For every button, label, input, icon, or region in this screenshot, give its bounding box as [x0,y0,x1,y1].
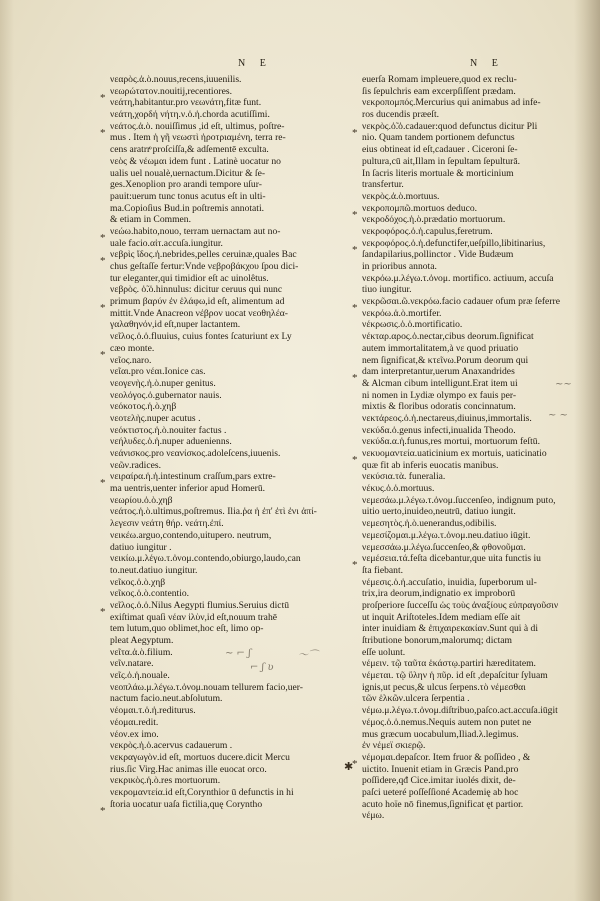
left-column-line [110,787,355,799]
right-column-line [362,74,567,86]
line-text: νεμέσεια.τά.feſta dicebantur,que uita functis iu [362,553,541,565]
line-text: pultura,cū ait,Illam in ſepultam ſepulturā. [362,155,520,167]
left-column-line [110,542,355,554]
left-column-line [110,156,355,168]
line-text: ma uentris,uenter inferior apud Homerū. [110,483,266,495]
right-column-line [362,343,567,355]
left-column-line [110,413,355,425]
line-text: nactum facio.neut.abſolutum. [110,693,223,705]
line-text: autem immortalitatem,à νε quod priuatio [362,342,519,354]
right-column-line [362,261,567,273]
line-text: uictito. Inuenit etiam in Græcis Pand.pro [362,763,519,775]
line-text: ἐν νέμεϊ σκιερῷ. [362,740,426,752]
left-column-line [110,635,355,647]
line-text: tem lutum,quo oblimet,hoc eſt, limo op- [110,623,264,635]
left-column-line [110,214,355,226]
right-column-line [362,471,567,483]
left-column-line [110,682,355,694]
line-text: in prioribus annota. [362,261,437,272]
right-column-line [362,787,567,799]
line-text: νεκρικὸς.ἡ.ὸ.res mortuorum. [110,775,221,787]
right-column-line [362,588,567,600]
left-column-line [110,390,355,402]
line-text: transfertur. [362,179,404,191]
line-text: νέον.ex imo. [110,728,159,740]
line-text: nem ſignificat,& κτεῖνω.Porum deorum qui [362,354,529,366]
line-text: λεγεσιν νεάτη θήρ. νεάτη.ἐπί. [110,518,224,530]
line-text: νέκυς.ὁ.ὁ.mortuus. [362,483,435,495]
line-text: νεαρὸς.ἁ.ὸ.nouus,recens,iuuenilis. [110,74,242,85]
left-column-line [110,401,355,413]
right-column-line [362,425,567,437]
line-text: νεκύδα.α.ἡ.funus,res mortui, mortuorum feſtū. [362,436,540,448]
line-text: νεμεσάω.μ.λέγω.τ.ὀνομ.ſuccenſeo, indignum puto, [362,494,556,506]
right-text-column [362,74,567,822]
line-text: νεάνισκος.pro νεανίσκος.adoleſcens,iuuenis. [110,448,281,459]
left-column-line [110,600,355,612]
line-text: νεικέω.arguo,contendo,uitupero. neutrum, [110,529,272,541]
right-column-line [362,448,567,460]
left-column-line [110,296,355,308]
left-column-line [110,378,355,390]
left-column-line [110,191,355,203]
left-column-line [110,729,355,741]
right-column-line [362,799,567,811]
line-text: nio. Quam tandem portionem defunctus [362,132,515,144]
line-text: νεκρῶσαι.ῶ.νεκρόω.facio cadauer ofum præ ſeferre [362,296,560,308]
line-text: quæ fit ab inferis euocatis manibus. [362,459,499,471]
line-text: νεῖς.ὁ.ἡ.nouale. [110,670,170,682]
left-column-line [110,273,355,285]
line-text: νεκροφόρος.ὁ.ἡ.capulus,feretrum. [362,225,493,237]
right-column-line [362,518,567,530]
line-text: exiſtimat quaſi νέαν ἰλὺν,id eſt,nouum trahē [110,611,278,623]
line-text: paſci ueteré poſſeſſioné Academię ab hoc [362,786,519,798]
line-text: νέμω.μ.λέγω.τ.ὀνομ.diſtribuo,paſco.act.accuſa.iūgit [362,705,558,717]
line-text: νεκύσια.τὰ. funeralia. [362,471,446,483]
running-head-right: N E [470,58,504,69]
left-column-line [110,425,355,437]
line-text: νεάτος.ἁ.ὸ. nouiſſimus ,id eſt, ultimus, poſtre- [110,120,285,132]
line-text: νεάτη,χορδή νήτη.ν.ὁ.ἡ.chorda acutiſſimi. [110,109,270,121]
right-column-line [362,378,567,390]
left-column-line [110,705,355,717]
line-text: νέμω. [362,810,385,822]
line-text: νεκρὸς.ὁ̃.ὁ.cadauer:quod defunctus dicitur Pli [362,120,538,132]
line-text: νεοπλάω.μ.λέγω.τ.ὀνομ.nouam tellurem facio,uer- [110,681,303,693]
left-column-line [110,132,355,144]
line-text: γαλαθηνόν,id eſt,nuper lactantem. [110,319,241,331]
line-text: νεκτάρεος.ὁ.ἡ.nectareus,diuinus,immortalis. [362,412,532,424]
handwritten-marginalia: ⌐ ʃ ʋ [250,662,274,673]
right-column-line [362,542,567,554]
line-text: rius.ſic Virg.Hac animas ille euocat orco. [110,763,267,775]
left-column-line [110,355,355,367]
left-column-line [110,799,355,811]
line-text: νεῖλος.ὁ.ὁ.fluuius, cuius fontes ſcaturiunt ex Ly [110,331,292,343]
right-column-line [362,705,567,717]
line-text: νεόκοτος.ἡ.ὸ.χηβ [110,401,177,413]
left-column-line [110,670,355,682]
line-text: inter inuidiam & ἐπιχαιρεκακίαν.Sunt qui à di [362,623,538,635]
line-text: νεκυομαντεία.uaticinium ex mortuis, uaticinatio [362,448,547,459]
line-text: uitio uerto,inuideo,neutrū, datiuo iungit. [362,506,516,518]
left-column-line [110,109,355,121]
right-column-line [362,319,567,331]
right-column-line [362,553,567,565]
line-text: ni nomen in Lydiæ olympo ex fauis per- [362,389,517,401]
line-text: mus . Item ἡ γῆ νεωστὶ ἠροτριαμένη, terra re- [110,132,286,144]
line-text: νέομαι.redit. [110,716,159,728]
line-text: uale facio.αἰτ.accuſa.iungitur. [110,237,223,249]
left-column-line [110,343,355,355]
left-column-line [110,179,355,191]
left-column-line [110,483,355,495]
line-text: νεικίω.μ.λέγω.τ.ὀνομ.contendo,obiurgo,laudo,can [110,553,301,565]
line-text: νεόκτιστος.ἡ.ὸ.nouiter factus . [110,424,227,436]
right-column-line [362,331,567,343]
left-column-line [110,693,355,705]
left-column-line [110,238,355,250]
right-column-line [362,214,567,226]
left-column-line [110,448,355,460]
left-column-line [110,203,355,215]
line-text: νεήλυδες.ὁ.ἡ.nuper aduenienns. [110,436,232,448]
line-text: νεκραγωγὸν.id eſt, mortuos ducere.dicit Mercu [110,751,290,763]
left-column-line [110,226,355,238]
right-column-line [362,810,567,822]
line-text: νεωρίου.ὁ.ὸ.χηβ [110,494,173,506]
right-column-line [362,132,567,144]
right-column-line [362,413,567,425]
line-text: νεμεσίζομαι.μ.λέγω.τ.ὀνομ.neu.datiuo iūgit. [362,529,531,541]
line-text: νεκροπομπός.Mercurius qui animabus ad infe- [362,97,541,109]
right-column-line [362,506,567,518]
handwritten-marginalia: ∼ ⌐ ʃ [225,648,251,659]
right-column-line [362,179,567,191]
line-text: eius obtineat id eſt,cadauer . Ciceroni ſe- [362,144,518,156]
line-text: mittit.Vnde Anacreon νέβρον uocat νεοθηλέα- [110,307,288,319]
line-text: ſtributione bonorum,malorumq; dictam [362,635,513,646]
right-column-line [362,273,567,285]
right-column-line [362,740,567,752]
right-column-line [362,600,567,612]
left-column-line [110,588,355,600]
left-column-line [110,319,355,331]
left-column-line [110,144,355,156]
right-column-line [362,284,567,296]
line-text: νειραίρα.ἡ.ἡ.intestinum craſſum,pars extre- [110,471,276,483]
line-text: mus græcum uocabulum,Iliad.λ.legimus. [362,728,519,740]
line-text: νεοτελὴς.nuper acutus . [110,412,201,424]
left-column-line [110,530,355,542]
line-text: νέομαι.τ.ὁ.ἡ.rediturus. [110,705,196,717]
right-column-line [362,355,567,367]
left-column-line [110,261,355,273]
line-text: acuto hoïe nō finemus,ſignificat ęt partior. [362,798,524,810]
left-column-line [110,740,355,752]
right-column-line [362,752,567,764]
right-column-line [362,203,567,215]
right-column-line [362,460,567,472]
line-text: ut inquit Ariſtoteles.Idem mediam eſſe ait [362,611,521,623]
line-text: ſandapilarius,pollinctor . Vide Budæum [362,249,514,261]
line-text: ros ducendis præeſt. [362,109,440,121]
right-column-line [362,238,567,250]
right-column-line [362,168,567,180]
left-column-line [110,495,355,507]
line-text: νεμεσσάω.μ.λέγω.ſuccenſeo,& φθονοῦμαι. [362,541,526,553]
line-text: In ſacris literis mortuale & morticinium [362,167,514,179]
left-column-line [110,717,355,729]
right-column-line [362,717,567,729]
left-column-line [110,752,355,764]
left-column-line [110,518,355,530]
line-text: euerſa Romam impleuere,quod ex reclu- [362,74,517,85]
line-text: τῶν ἑλκῶν.ulcera ſerpentia . [362,693,470,705]
page-gutter-shadow [0,0,14,901]
left-column-line [110,249,355,261]
line-text: νεκρὸς.ἡ.ὁ.acervus cadauerum . [110,740,233,752]
left-column-line [110,775,355,787]
line-text: νεῶν.radices. [110,459,161,471]
right-column-line [362,658,567,670]
right-column-line [362,764,567,776]
right-column-line [362,693,567,705]
line-text: νεκρομαντεία.id eſt,Corynthior ū defunctis in hi [110,786,294,798]
right-column-line [362,121,567,133]
line-text: νεώω.habito,nouo, terram uernactam aut no- [110,225,281,237]
line-text: νέμειν. τῷ ταῦτα ἑκάστῳ.partiri hæreditatem. [362,658,536,670]
left-column-line [110,168,355,180]
line-text: νεκρόω.μ.λέγω.τ.ὀνομ. mortifico. actiuum, accuſa [362,272,554,284]
line-text: νεῖος.naro. [110,354,152,366]
line-text: νεῖλος.ὁ.ὁ.Nilus Aegypti flumius.Seruius dictū [110,599,290,611]
line-text: νεβρὸς. ὁ̃.ὁ.hinnulus: dicitur ceruus qui nunc [110,284,283,296]
right-column-line [362,647,567,659]
line-text: ualis uel noualè,uernactum.Dicitur & ſe- [110,167,266,179]
handwritten-marginalia: 〜⌒ [298,650,318,661]
right-column-line [362,530,567,542]
line-text: proſperiore ſucceſſu ὡς τοὺς ἀναξίους εὐπραγοῦσιν [362,599,559,611]
right-column-line [362,729,567,741]
line-text: chus geſtaſſe fertur:Vnde νεβροβάκχου ſpou dici- [110,261,299,272]
right-column-line [362,612,567,624]
stray-asterisk-mark: ✱ [344,761,354,773]
right-column-line [362,565,567,577]
right-column-line [362,390,567,402]
right-column-line [362,144,567,156]
line-text: pleat Aegyptum. [110,635,174,646]
line-text: νεῖτα.ἁ.ὸ.filium. [110,646,173,658]
line-text: ignis,ut pecus,& ulcus ſerpens.τὸ νέμεσθαι [362,681,526,693]
left-column-line [110,612,355,624]
page-edge-shadow [574,0,600,901]
line-text: νεῖκος.ὁ.ὸ.χηβ [110,576,166,588]
line-text: cens aratrrͦ proſciſſa,& adſementē exculta. [110,144,269,156]
left-column-line [110,623,355,635]
right-column-line [362,366,567,378]
line-text: νέκρωσις.ὁ.ὁ.mortificatio. [362,319,463,331]
right-column-line [362,577,567,589]
left-column-line [110,506,355,518]
line-text: νεμεσητὸς.ἡ.ὸ.uenerandus,odibilis. [362,518,497,530]
right-column-line [362,191,567,203]
line-text: pauit:uerum tunc tonus acutus eſt in ulti- [110,190,266,202]
right-column-line [362,401,567,413]
right-column-line [362,249,567,261]
left-column-line [110,331,355,343]
line-text: νέμος.ὁ.ὁ.nemus.Nequis autem non putet ne [362,716,532,728]
line-text: νεῖκος.ὁ.ὸ.contentio. [110,588,190,600]
line-text: ſta fiebant. [362,564,404,576]
left-column-line [110,284,355,296]
left-column-line [110,86,355,98]
line-text: νέκταρ.αρος.ὁ.nectar,cibus deorum.ſignificat [362,331,534,343]
line-text: poſſidere,qđ Cice.imitar iuolés dixit, de- [362,775,516,787]
line-text: νεῖαι.pro νέαι.Ionice cas. [110,366,206,378]
line-text: νεκρόω.ἁ.ὸ.mortifer. [362,307,442,319]
right-column-line [362,308,567,320]
left-column-line [110,121,355,133]
line-text: tur eleganter,qui timidior eſt ac uinolêtus. [110,272,269,284]
line-text: νεκρὸς.ἁ.ὸ.mortuus. [362,190,440,202]
line-text: tiuo iungitur. [362,284,412,296]
left-column-line [110,565,355,577]
left-column-line [110,460,355,472]
line-text: νεολόγος.ὁ.gubernator nauis. [110,389,222,401]
line-text: cæo monte. [110,342,155,354]
right-column-line [362,97,567,109]
right-column-line [362,296,567,308]
line-text: νεάτη,habitantur.pro νεωνάτη,fitæ funt. [110,97,262,109]
line-text: νεκροφόρος.ὁ.ἡ.defunctifer,ueſpillo,libitinarius, [362,237,546,249]
left-column-line [110,74,355,86]
line-text: ges.Xenoplion pro arandi tempore uſur- [110,179,262,191]
left-column-line [110,658,355,670]
line-text: νεογενὴς.ἡ.ὸ.nuper genitus. [110,377,216,389]
right-column-line [362,226,567,238]
left-column-line [110,366,355,378]
line-text: ma.Copioſius Bud.in poſtremis annotati. [110,202,265,214]
handwritten-marginalia: ~~ [555,379,572,390]
line-text: dam interpretantur,uerum Anaxandrides [362,366,515,378]
right-column-line [362,670,567,682]
line-text: trix,ira deorum,indignatio ex improborū [362,588,516,600]
right-column-line [362,483,567,495]
line-text: νεκροδόχος.ἡ.ὸ.prædatio mortuorum. [362,214,506,226]
line-text: νεὸς & νέωμαι idem funt . Latinè uocatur no [110,155,281,167]
line-text: νέμομαι.depaſcor. Item fruor & poſſideo , & [362,751,531,763]
line-text: νεβρὶς ἴδος.ἡ.nebrides,pelles ceruinæ,quales Bac [110,249,297,261]
line-text: & Alcman cibum intelligunt.Erat item ui [362,377,518,389]
right-column-line [362,682,567,694]
left-column-line [110,577,355,589]
line-text: νεκροπομπῶ.mortuos deduco. [362,202,478,214]
line-text: ſtoria uocatur uaſa fictilia,quę Corynthο [110,798,263,810]
line-text: νεῖν.natare. [110,658,154,670]
running-head-left: N E [238,58,272,69]
right-column-line [362,775,567,787]
line-text: datiuo iungitur . [110,541,172,553]
line-text: eſſe uolunt. [362,646,406,658]
line-text: ſis ſepulchris eam excerpſiſſent prædam. [362,85,516,97]
line-text: νεωρώτατον.nouitij,recentiores. [110,85,232,97]
line-text: & etiam in Commen. [110,214,192,226]
left-column-line [110,471,355,483]
right-column-line [362,635,567,647]
right-column-line [362,86,567,98]
line-text: νέμεσις.ὁ.ἡ.accuſatio, inuidia, ſuperborum ul- [362,576,537,588]
line-text: νεάτος.ἡ.ὸ.ultimus,poſtremus. Ilia.ῥα ἡ ἐπ' ἐτὶ ἐνι ἀπί- [110,506,317,518]
line-text: mixtis & floribus odoratis concinnatum. [362,401,516,413]
right-column-line [362,109,567,121]
right-column-line [362,156,567,168]
left-column-line [110,764,355,776]
left-column-line [110,553,355,565]
left-column-line [110,97,355,109]
left-text-column [110,74,355,810]
right-column-line [362,495,567,507]
left-column-line [110,436,355,448]
right-column-line [362,623,567,635]
left-column-line [110,308,355,320]
right-column-line [362,436,567,448]
line-text: νεκύδα.ὁ.genus infecti,inualida Theodo. [362,424,516,436]
line-text: νέμεται. τῷ ὕλην ἡ πῦρ. id eſt ,depaſcitur ſyluam [362,670,548,682]
line-text: primum βαρύν ἐν ἑλάφω,id eſt, alimentum ad [110,296,285,308]
line-text: to.neut.datiuo iungitur. [110,564,198,576]
handwritten-marginalia: ~ ~ [548,410,568,421]
